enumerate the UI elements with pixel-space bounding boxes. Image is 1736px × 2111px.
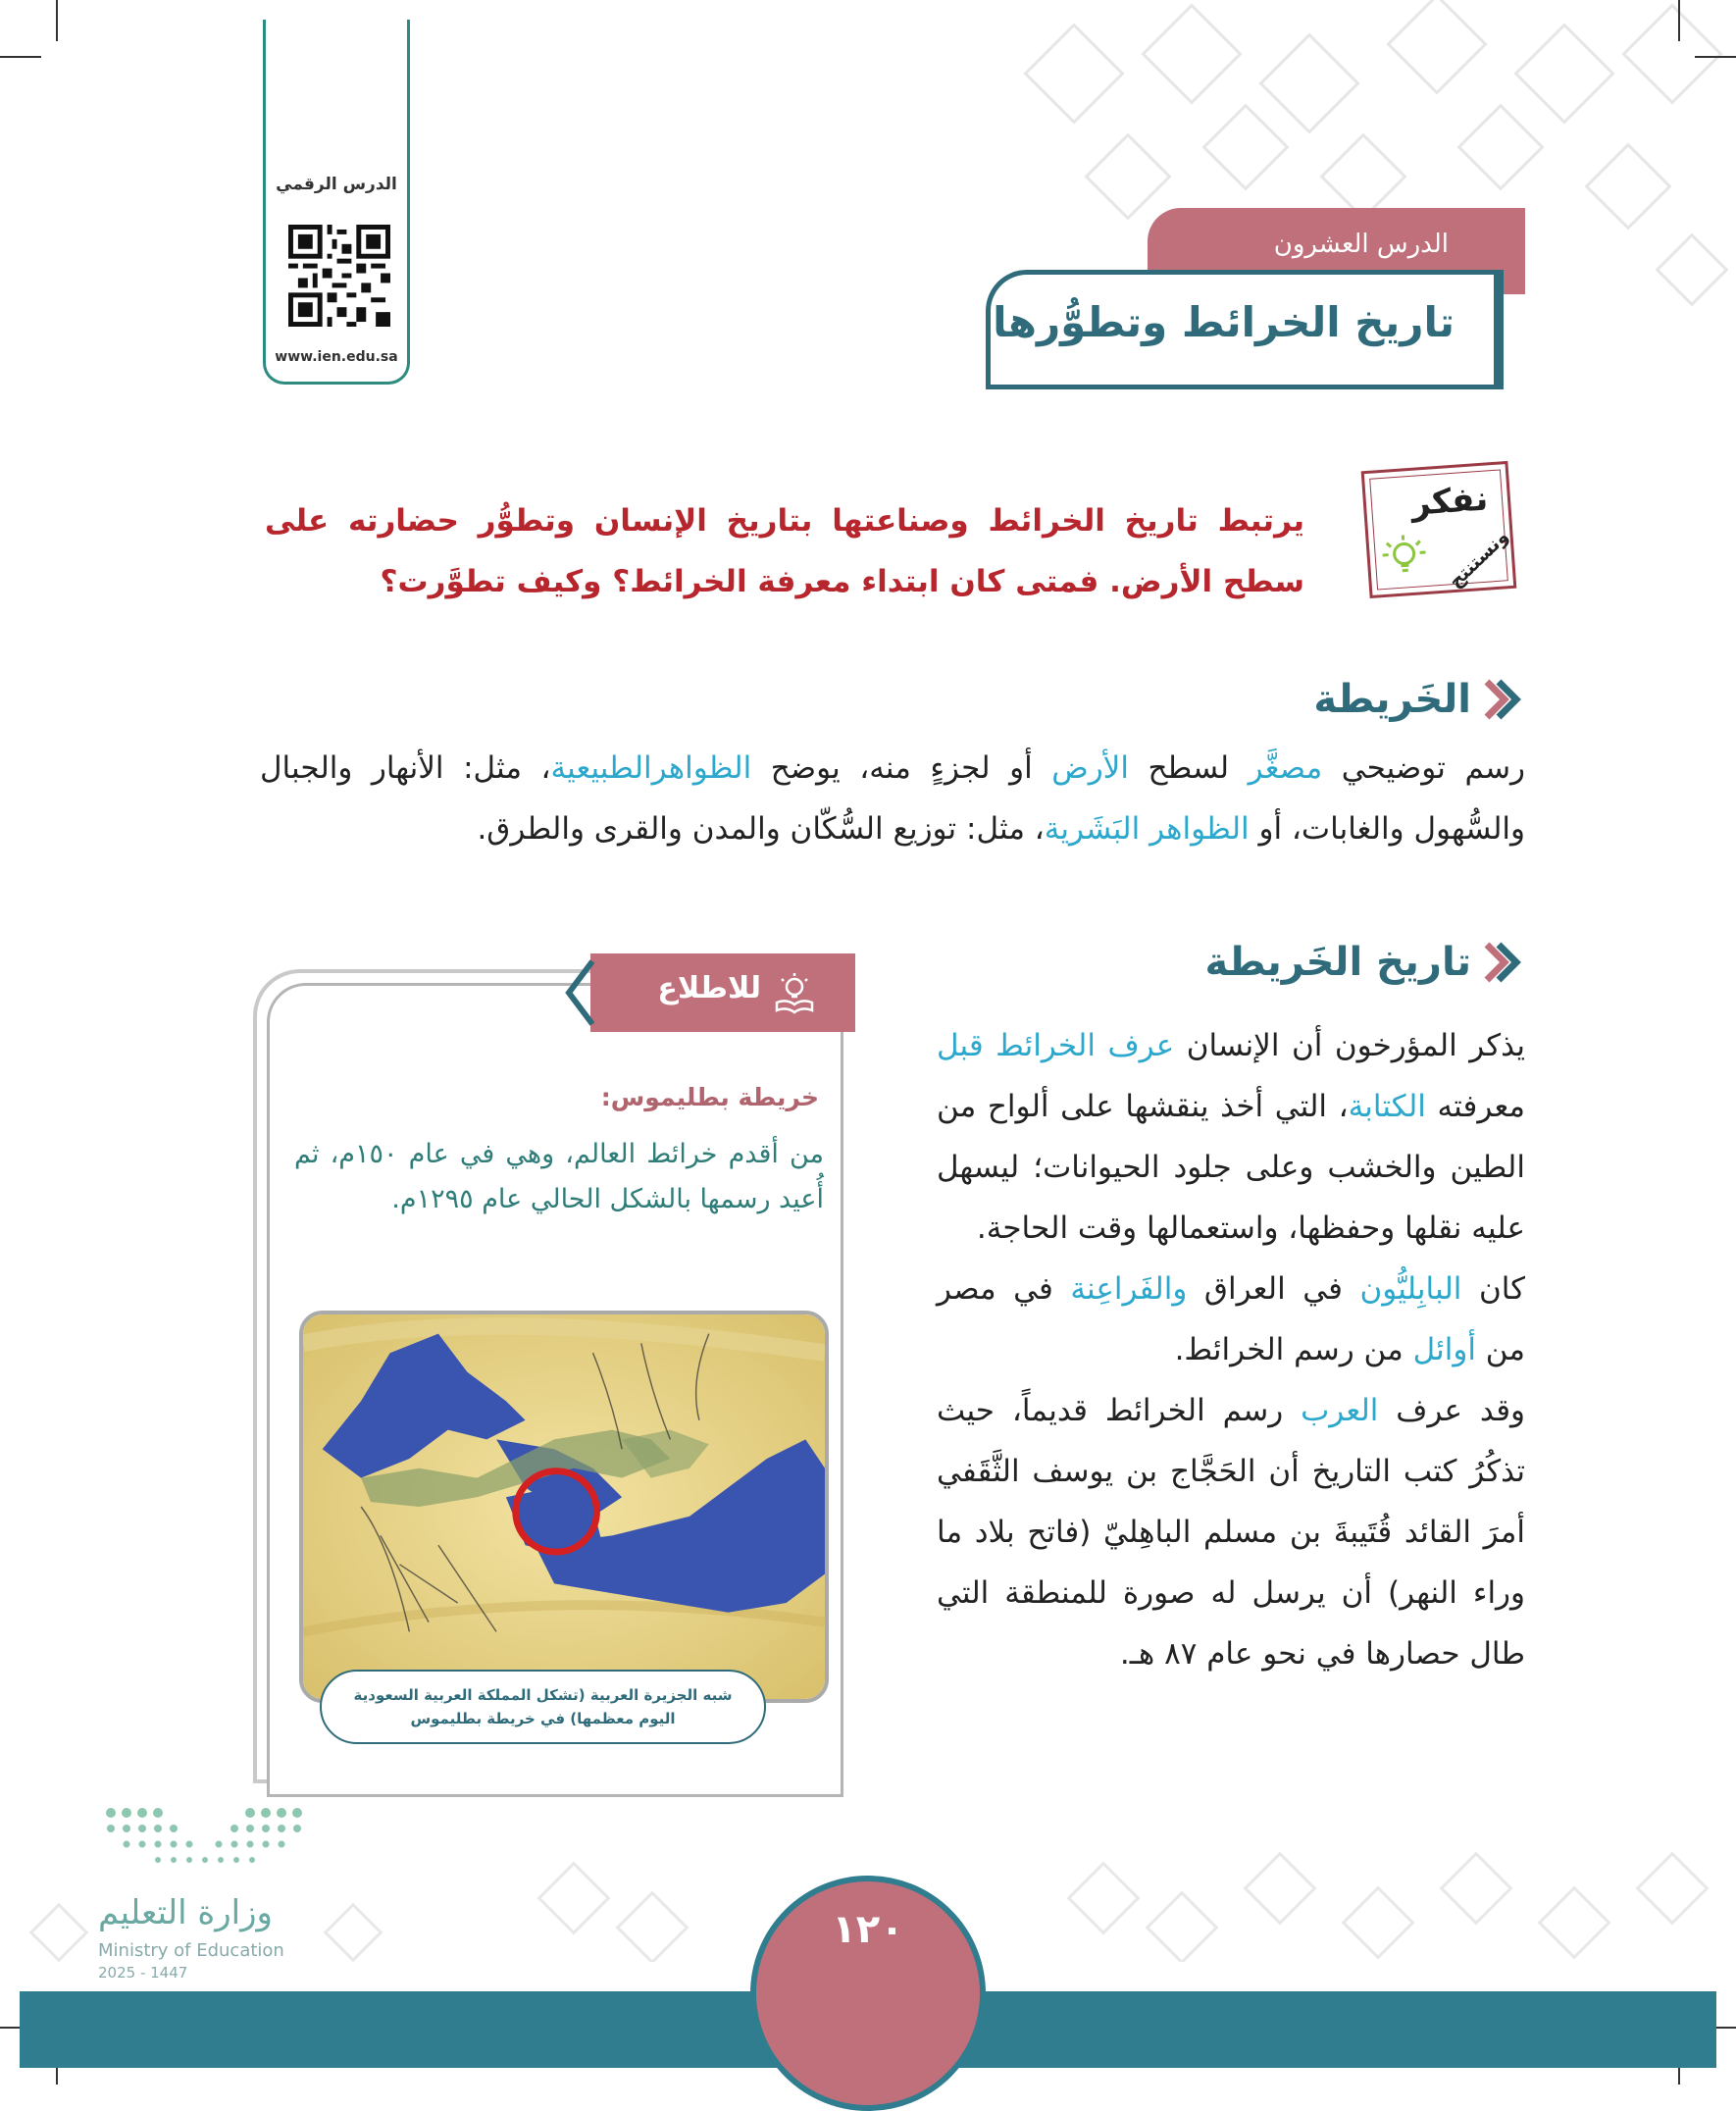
paragraph: [937, 1015, 1525, 1259]
text-run: في مصر من: [937, 1271, 1525, 1367]
lightbulb-icon: [1378, 531, 1430, 583]
page-number: ١٢٠: [750, 1907, 986, 1952]
section-heading-map: [1313, 677, 1522, 722]
paragraph: [937, 1380, 1525, 1684]
text-run: كان: [1461, 1271, 1525, 1307]
section-title: تاريخ الخَريطة: [1204, 940, 1471, 985]
text-run: من رسم الخرائط.: [1175, 1332, 1413, 1367]
text-run: رسم توضيحي: [1322, 750, 1525, 786]
keyword: الكتابة: [1349, 1089, 1426, 1124]
text-run: أو لجزءٍ منه، يوضح: [751, 750, 1051, 786]
text-run: يذكر المؤرخون أن الإنسان: [1174, 1028, 1525, 1063]
lesson-title-box: [986, 270, 1504, 389]
digital-lesson-label: الدرس الرقمي: [266, 175, 407, 194]
keyword: العرب: [1301, 1393, 1378, 1428]
footer-bar-left: [20, 1991, 750, 2068]
crop-mark: [0, 56, 41, 58]
info-tab: [590, 953, 855, 1032]
keyword: عرف الخرائط قبل: [937, 1028, 1174, 1063]
map-definition: [260, 738, 1525, 859]
keyword: البابِليُّون: [1360, 1271, 1462, 1307]
info-tab-label: للاطلاع: [657, 971, 761, 1005]
lightbulb-book-icon: [773, 971, 816, 1014]
text-run: رسم الخرائط قديماً، حيث تذكُرُ كتب التاريخ أن الحَجَّاج بن يوسف الثَّقَفي أمرَ القائد قُتَيبةَ بن مسلم الباهِليّ (فاتح بلاد ما وراء النهر) أن يرسل له صورة للمنطقة التي طال حصارها في نحو عام ٨٧ هـ.: [937, 1393, 1525, 1672]
ptolemy-map-image: [299, 1311, 829, 1703]
lesson-number: الدرس العشرون: [1274, 230, 1449, 259]
keyword: أوائل: [1413, 1332, 1476, 1367]
paragraph: [937, 1259, 1525, 1380]
text-run: ، مثل: توزيع السُّكّان والمدن والقرى والطرق.: [477, 811, 1044, 847]
think-stamp: [1361, 461, 1517, 598]
info-body: من أقدم خرائط العالم، وهي في عام ١٥٠م، ثم أُعيد رسمها بالشكل الحالي عام ١٢٩٥م.: [294, 1132, 824, 1222]
text-run: في العراق: [1187, 1271, 1359, 1307]
crop-mark: [1695, 56, 1736, 58]
lesson-title: تاريخ الخرائط وتطوُّرها: [993, 298, 1455, 346]
chevron-left-icon: [561, 953, 596, 1032]
keyword: الظواهرالطبيعية: [551, 750, 752, 786]
text-run: ، التي أخذ ينقشها على ألواح من الطين والخشب وعلى جلود الحيوانات؛ ليسهل عليه نقلها وحفظها، واستعمالها وقت الحاجة.: [937, 1089, 1525, 1246]
crop-mark: [1678, 0, 1680, 41]
qr-code-icon[interactable]: [288, 222, 390, 330]
think-question: يرتبط تاريخ الخرائط وصناعتها بتاريخ الإنسان وتطوُّر حضارته على سطح الأرض. فمتى كان ابتداء معرفة الخرائط؟ وكيف تطوَّرت؟: [265, 490, 1304, 612]
history-text: [937, 1015, 1525, 1684]
ministry-year: 2025 - 1447: [98, 1964, 187, 1982]
think-word: نفكر: [1410, 479, 1490, 523]
chevron-right-icon: [1481, 941, 1522, 984]
crop-mark: [56, 0, 58, 41]
keyword: الأرض: [1051, 750, 1129, 786]
ministry-logo-icon: [103, 1805, 314, 1874]
keyword: الظواهر البَشَرية: [1045, 811, 1250, 847]
keyword: والفَراعِنة: [1070, 1271, 1187, 1307]
digital-lesson-url[interactable]: www.ien.edu.sa: [266, 349, 407, 365]
footer-bar-right: [986, 1991, 1716, 2068]
section-heading-history: [1204, 940, 1522, 985]
text-run: لسطح: [1129, 750, 1249, 786]
keyword: مصغَّر: [1249, 750, 1323, 786]
section-title: الخَريطة: [1313, 677, 1471, 722]
ministry-name-ar: وزارة التعليم: [98, 1893, 273, 1932]
info-title: خريطة بطليموس:: [294, 1083, 819, 1111]
text-run: ، مثل: الأنهار والجبال والسُّهول والغابات، أو: [260, 750, 1525, 847]
conclude-word: ونستنتج: [1445, 526, 1512, 592]
chevron-right-icon: [1481, 678, 1522, 721]
text-run: معرفته: [1426, 1089, 1525, 1124]
digital-lesson-tab[interactable]: [263, 20, 410, 385]
text-run: وقد عرف: [1378, 1393, 1525, 1428]
ministry-name-en: Ministry of Education: [98, 1940, 284, 1961]
map-caption: شبه الجزيرة العربية (تشكل المملكة العربية السعودية اليوم معظمها) في خريطة بطليموس: [320, 1670, 766, 1744]
